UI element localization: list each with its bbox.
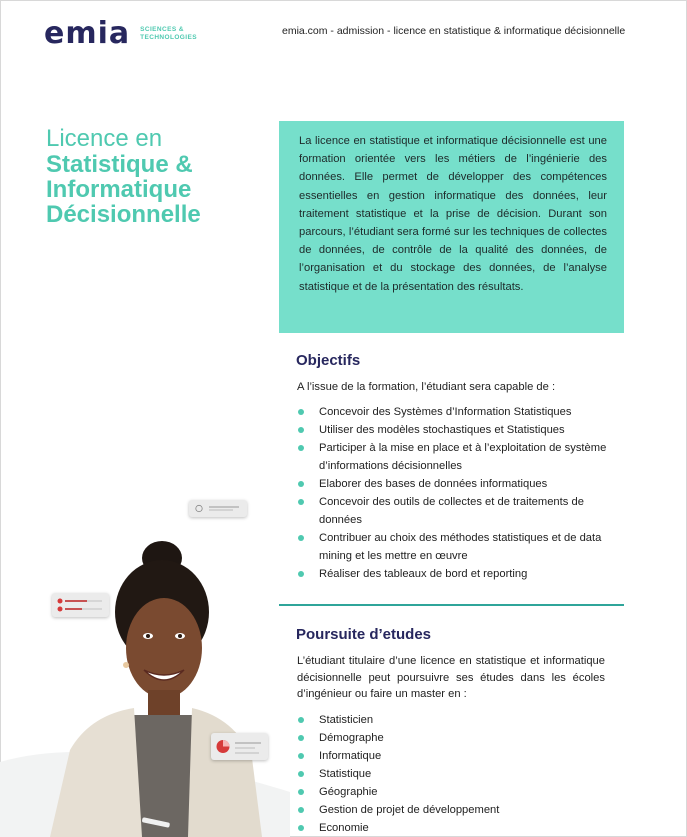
- bullet-icon: [298, 789, 304, 795]
- intro-text: La licence en statistique et informatique décisionnelle est une formation orientée vers les métiers de l’ingénierie des données. Elle permet de développer des compétences essentielles en gestion informatique des données, leur traitement statistique et la prise de décision. Durant son parcours, l’étudiant sera formé sur les techniques de collectes de données, de contrôle de la qualité des données, de l’organisation et du stockage des données, de l’analyse statistique et de la présentation des résultats.: [299, 135, 607, 293]
- list-item: Démographe: [297, 729, 609, 747]
- list-item: Elaborer des bases de données informatiques: [297, 475, 609, 493]
- objectifs-heading: Objectifs: [296, 352, 361, 369]
- list-item: Participer à la mise en place et à l’exploitation de système d’informations décisionnelles: [297, 439, 609, 475]
- bullet-icon: [298, 427, 304, 433]
- intro-box: [279, 121, 624, 333]
- list-item: Contribuer au choix des méthodes statistiques et de data mining et les mettre en œuvre: [297, 529, 609, 565]
- logo-tagline: SCIENCES & TECHNOLOGIES: [140, 25, 197, 41]
- breadcrumb: emia.com - admission - licence en statistique & informatique décisionnelle: [282, 25, 626, 37]
- bullet-icon: [298, 445, 304, 451]
- list-item: Statisticien: [297, 711, 609, 729]
- checklist-card: [189, 500, 247, 517]
- bullet-icon: [298, 807, 304, 813]
- bullet-icon: [298, 499, 304, 505]
- list-item: Concevoir des Systèmes d’Information Statistiques: [297, 403, 609, 421]
- list-item: Géographie: [297, 783, 609, 801]
- title-line-2: Statistique &: [46, 151, 193, 178]
- pie-chart-card: [211, 733, 268, 760]
- pie-chart-icon: [211, 733, 268, 760]
- bullet-icon: [298, 735, 304, 741]
- logo-wordmark: emia: [44, 16, 131, 51]
- bullet-icon: [298, 571, 304, 577]
- check-icon: [189, 500, 247, 517]
- poursuite-heading: Poursuite d’etudes: [296, 626, 432, 643]
- objectifs-list: [297, 403, 609, 583]
- title-line-3: Informatique: [46, 176, 192, 203]
- poursuite-lead: L’étudiant titulaire d’une licence en statistique et informatique décisionnelle peut poursuivre ses études dans les écoles d’ingénieur ou faire un master en :: [297, 655, 605, 701]
- objectifs-lead: A l’issue de la formation, l’étudiant sera capable de :: [297, 381, 556, 393]
- title-line-4: Décisionnelle: [46, 201, 201, 228]
- bullet-icon: [298, 717, 304, 723]
- bullet-icon: [298, 771, 304, 777]
- list-item: Economie: [297, 819, 609, 837]
- page-title: [46, 126, 266, 227]
- list-item: Utiliser des modèles stochastiques et Statistiques: [297, 421, 609, 439]
- list-item: Statistique: [297, 765, 609, 783]
- bullet-icon: [298, 409, 304, 415]
- list-item: Informatique: [297, 747, 609, 765]
- section-divider: [279, 604, 624, 606]
- bullet-icon: [298, 753, 304, 759]
- list-item: Gestion de projet de développement: [297, 801, 609, 819]
- bullet-icon: [298, 481, 304, 487]
- bullet-icon: [298, 825, 304, 831]
- bullet-icon: [298, 535, 304, 541]
- student-photo: [30, 520, 262, 837]
- list-item: Concevoir des outils de collectes et de traitements de données: [297, 493, 609, 529]
- emia-logo[interactable]: [44, 16, 210, 51]
- student-illustration: [30, 520, 262, 837]
- poursuite-list: [297, 711, 609, 837]
- list-item: Réaliser des tableaux de bord et reporting: [297, 565, 609, 583]
- title-line-1: Licence en: [46, 125, 163, 152]
